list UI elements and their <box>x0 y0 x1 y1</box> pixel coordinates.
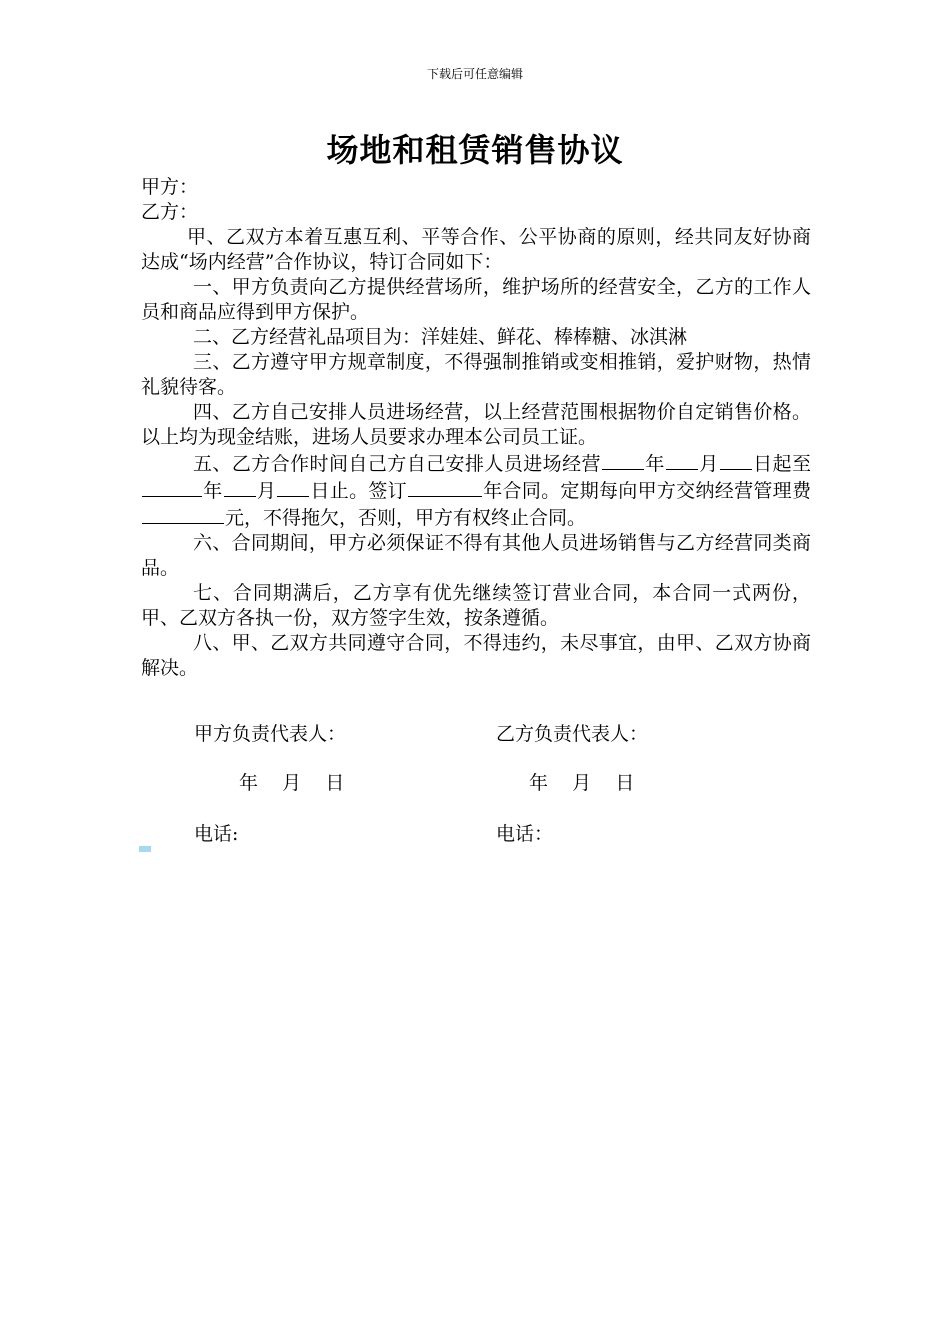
blank-end-month[interactable] <box>224 477 256 497</box>
clause-5-text: 日止。签订 <box>310 480 407 502</box>
blank-start-year[interactable] <box>602 450 644 470</box>
clause-5 <box>141 450 811 531</box>
party-a-label: 甲方： <box>141 176 199 198</box>
party-b-label: 乙方： <box>141 201 199 223</box>
blank-end-day[interactable] <box>277 477 309 497</box>
party-a-representative-label: 甲方负责代表人： <box>194 723 347 745</box>
party-b-date-label: 年 月 日 <box>529 772 635 794</box>
clause-7: 七、合同期满后，乙方享有优先继续签订营业合同，本合同一式两份，甲、乙双方各执一份，双方签字生效，按条遵循。 <box>141 582 811 629</box>
blank-management-fee[interactable] <box>142 504 224 524</box>
clause-2: 二、乙方经营礼品项目为：洋娃娃、鲜花、棒棒糖、冰淇淋 <box>193 326 688 348</box>
clause-6: 六、合同期间，甲方必须保证不得有其他人员进场销售与乙方经营同类商品。 <box>141 532 811 579</box>
clause-5-text: 月 <box>698 453 719 475</box>
party-a-phone-label: 电话: <box>194 823 239 845</box>
clause-1: 一、甲方负责向乙方提供经营场所，维护场所的经营安全，乙方的工作人员和商品应得到甲方保护。 <box>141 276 811 323</box>
party-b-phone-label: 电话： <box>496 823 554 845</box>
clause-4: 四、乙方自己安排人员进场经营，以上经营范围根据物价自定销售价格。以上均为现金结账，进场人员要求办理本公司员工证。 <box>141 401 811 448</box>
clause-8: 八、甲、乙双方共同遵守合同，不得违约，未尽事宜，由甲、乙双方协商解决。 <box>141 632 811 679</box>
clause-5-text: 五、乙方合作时间自己方自己安排人员进场经营 <box>193 453 601 475</box>
clause-5-text: 年 <box>203 480 223 502</box>
intro-paragraph: 甲、乙双方本着互惠互利、平等合作、公平协商的原则，经共同友好协商达成“场内经营”合作协议，特订合同如下： <box>141 226 811 273</box>
clause-5-text: 年合同。定期每向甲方交纳经营管理费 <box>482 480 811 502</box>
blank-end-year[interactable] <box>142 477 202 497</box>
clause-5-text: 月 <box>256 480 277 502</box>
document-title: 场地和租赁销售协议 <box>326 131 624 169</box>
party-b-representative-label: 乙方负责代表人： <box>496 723 649 745</box>
header-note: 下载后可任意编辑 <box>426 67 523 81</box>
anchor-marker <box>139 846 151 852</box>
clause-5-text: 日起至 <box>752 453 811 475</box>
contract-body <box>141 175 811 681</box>
clause-5-text: 元，不得拖欠，否则，甲方有权终止合同。 <box>225 507 587 529</box>
blank-start-day[interactable] <box>720 450 752 470</box>
blank-start-month[interactable] <box>666 450 698 470</box>
clause-5-text: 年 <box>644 453 665 475</box>
clause-3: 三、乙方遵守甲方规章制度，不得强制推销或变相推销，爱护财物，热情礼貌待客。 <box>141 351 811 398</box>
party-a-date-label: 年 月 日 <box>239 772 345 794</box>
blank-contract-years[interactable] <box>408 477 482 497</box>
